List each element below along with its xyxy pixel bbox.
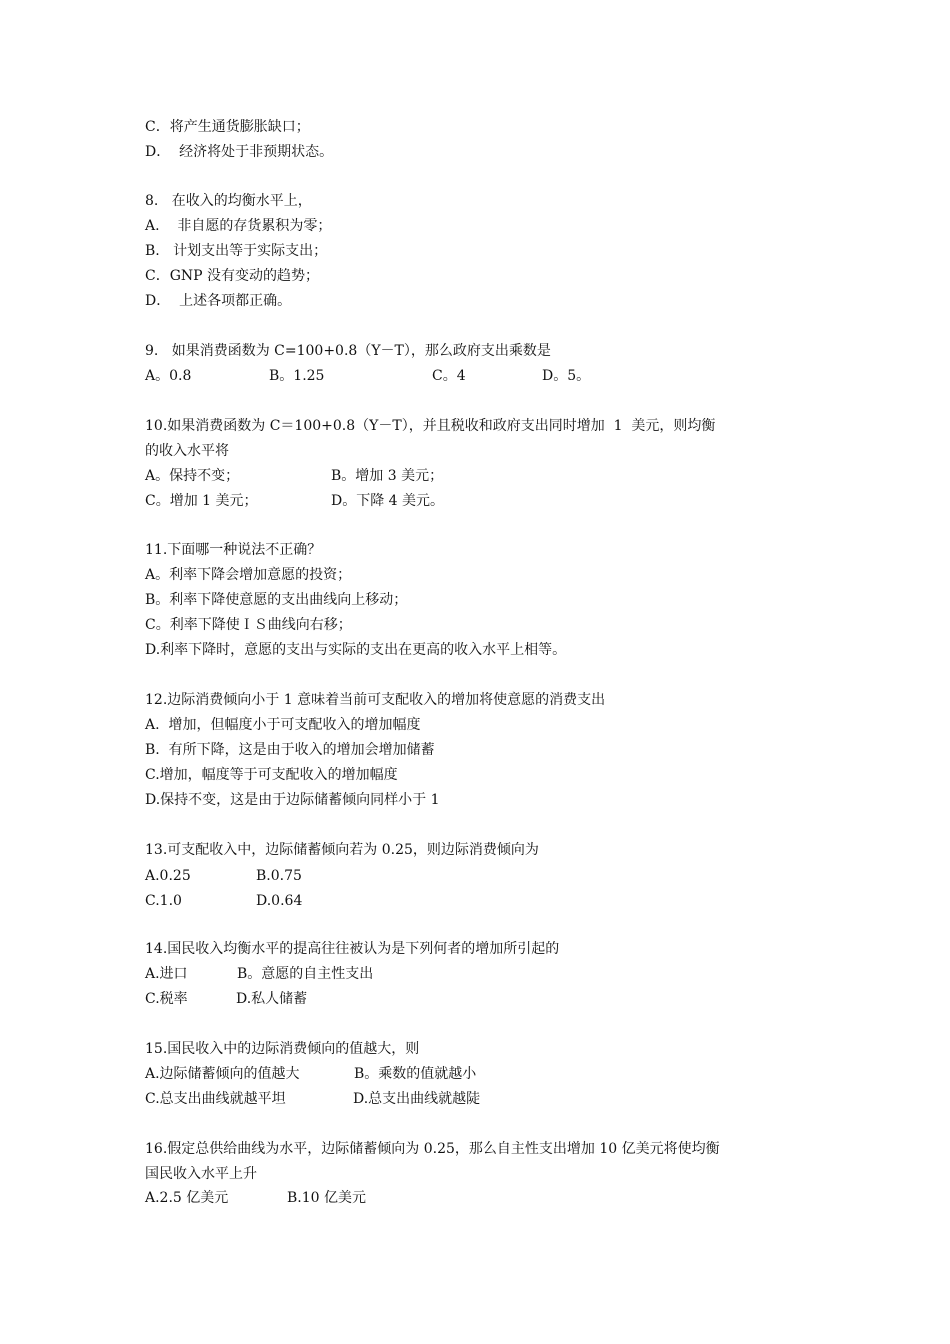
q13-option-d: D.0.64 bbox=[256, 893, 303, 909]
q9-option-a: A。0.8 bbox=[145, 368, 192, 384]
q8-option-a: A. 非自愿的存货累积为零； bbox=[145, 218, 332, 234]
q13-option-b: B.0.75 bbox=[256, 868, 302, 884]
q8-stem: 8. 在收入的均衡水平上， bbox=[145, 193, 312, 209]
q15-option-a: A.边际储蓄倾向的值越大 bbox=[145, 1066, 300, 1082]
q9-option-d: D。5。 bbox=[542, 368, 591, 384]
q8-option-d: D． 上述各项都正确。 bbox=[145, 293, 292, 309]
q9-option-c: C。4 bbox=[432, 368, 466, 384]
q13-option-c: C.1.0 bbox=[145, 893, 182, 909]
q12-stem: 12.边际消费倾向小于 1 意味着当前可支配收入的增加将使意愿的消费支出 bbox=[145, 692, 606, 708]
q15-option-b: B。乘数的值就越小 bbox=[354, 1066, 477, 1082]
q16-option-b: B.10 亿美元 bbox=[287, 1190, 367, 1206]
q12-option-d: D.保持不变，这是由于边际储蓄倾向同样小于 1 bbox=[145, 792, 440, 808]
q10-option-b: B。增加 3 美元； bbox=[331, 468, 444, 484]
q12-option-a: A. 增加，但幅度小于可支配收入的增加幅度 bbox=[145, 717, 421, 733]
q16-stem-line1: 16.假定总供给曲线为水平，边际储蓄倾向为 0.25，那么自主性支出增加 10 亿美元将使均衡 bbox=[145, 1141, 720, 1157]
q15-option-d: D.总支出曲线就越陡 bbox=[353, 1091, 481, 1107]
q11-option-c: C。利率下降使ＩＳ曲线向右移； bbox=[145, 617, 352, 633]
q12-option-b: B. 有所下降，这是由于收入的增加会增加储蓄 bbox=[145, 742, 435, 758]
q13-option-a: A.0.25 bbox=[145, 868, 191, 884]
q11-stem: 11.下面哪一种说法不正确？ bbox=[145, 542, 322, 558]
q14-option-c: C.税率 bbox=[145, 991, 188, 1007]
q10-option-c: C。增加 1 美元； bbox=[145, 493, 258, 509]
q11-option-d: D.利率下降时，意愿的支出与实际的支出在更高的收入水平上相等。 bbox=[145, 642, 567, 658]
q13-stem: 13.可支配收入中，边际储蓄倾向若为 0.25，则边际消费倾向为 bbox=[145, 842, 539, 858]
q14-option-b: B。意愿的自主性支出 bbox=[237, 966, 374, 982]
q10-option-d: D。下降 4 美元。 bbox=[331, 493, 445, 509]
q15-option-c: C.总支出曲线就越平坦 bbox=[145, 1091, 286, 1107]
q16-stem-line2: 国民收入水平上升 bbox=[145, 1166, 257, 1182]
q9-stem: 9. 如果消费函数为 C=100+0.8（Y－T），那么政府支出乘数是 bbox=[145, 343, 551, 359]
q8-option-b: B. 计划支出等于实际支出； bbox=[145, 243, 328, 259]
q8-option-c: C．GNP 没有变动的趋势； bbox=[145, 268, 320, 284]
q15-stem: 15.国民收入中的边际消费倾向的值越大，则 bbox=[145, 1041, 420, 1057]
q10-stem-line2: 的收入水平将 bbox=[145, 443, 229, 459]
q10-stem-line1: 10.如果消费函数为 C＝100+0.8（Y－T），并且税收和政府支出同时增加 1 美元，则均衡 bbox=[145, 418, 716, 434]
q10-option-a: A。保持不变； bbox=[145, 468, 240, 484]
q11-option-a: A。利率下降会增加意愿的投资； bbox=[145, 567, 352, 583]
q11-option-b: B。利率下降使意愿的支出曲线向上移动； bbox=[145, 592, 408, 608]
q12-option-c: C.增加，幅度等于可支配收入的增加幅度 bbox=[145, 767, 398, 783]
q14-option-a: A.进口 bbox=[145, 966, 188, 982]
q7-option-d: D． 经济将处于非预期状态。 bbox=[145, 144, 334, 160]
q14-option-d: D.私人储蓄 bbox=[236, 991, 308, 1007]
q7-option-c: C．将产生通货膨胀缺口； bbox=[145, 119, 310, 135]
q9-option-b: B。1.25 bbox=[269, 368, 325, 384]
q16-option-a: A.2.5 亿美元 bbox=[145, 1190, 229, 1206]
q14-stem: 14.国民收入均衡水平的提高往往被认为是下列何者的增加所引起的 bbox=[145, 941, 560, 957]
